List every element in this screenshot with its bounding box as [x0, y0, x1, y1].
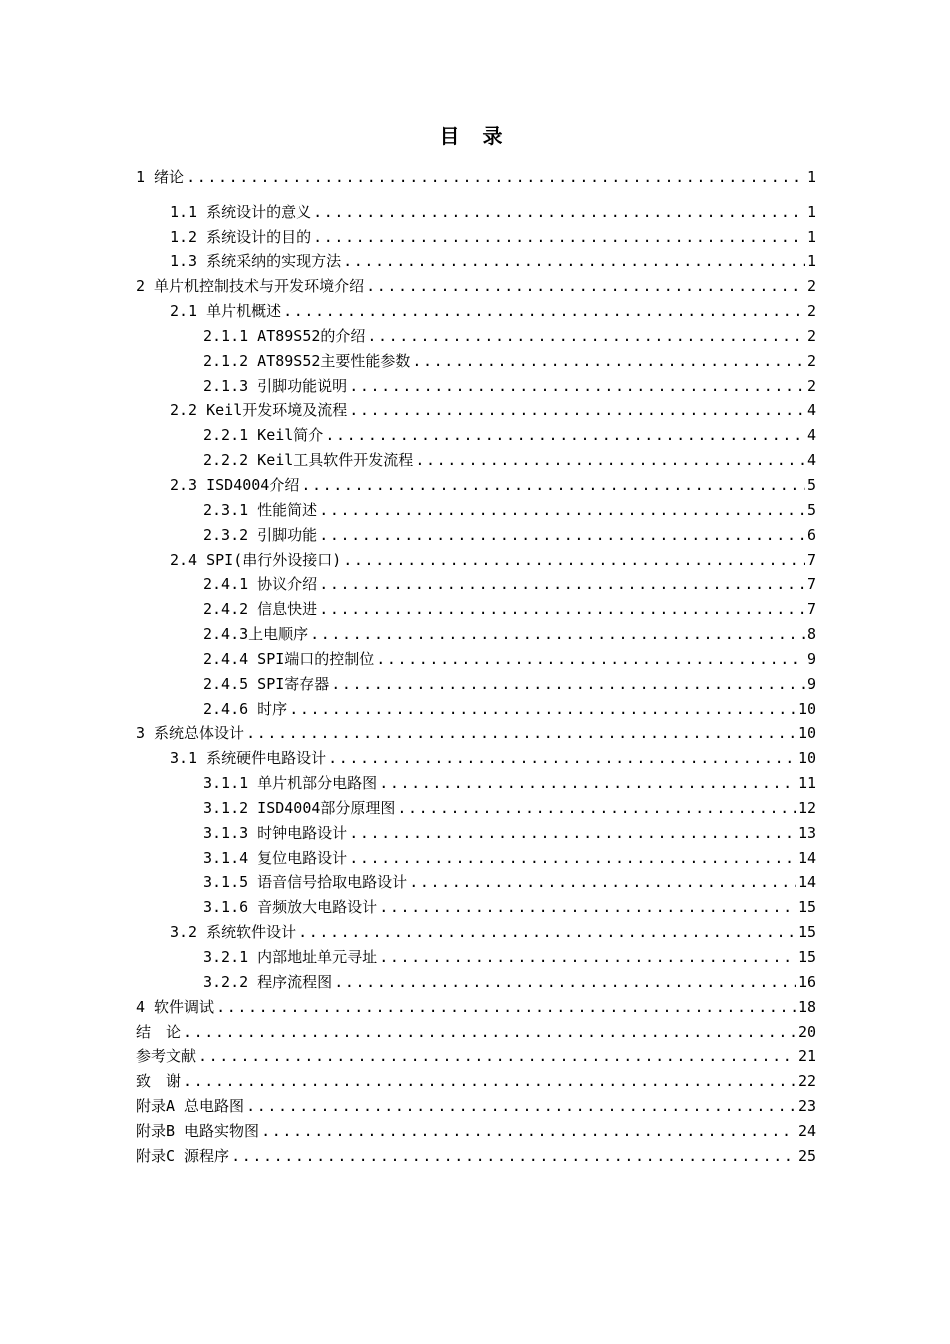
toc-entry-title: 2.1.1 AT89S52的介绍: [203, 326, 366, 345]
toc-entry[interactable]: [136, 843, 816, 868]
toc-page-number: 7: [806, 550, 816, 569]
toc-dot-leader: [331, 674, 805, 694]
toc-page-number: 7: [806, 575, 816, 594]
toc-dot-leader: [198, 1046, 796, 1066]
toc-page-number: 2: [806, 351, 816, 370]
toc-page-number: 20: [797, 1022, 816, 1041]
toc-entry[interactable]: [136, 570, 816, 595]
toc-entry[interactable]: [136, 197, 816, 222]
toc-dot-leader: [186, 167, 805, 187]
toc-entry-title: 2.4 SPI(串行外设接口): [170, 550, 342, 569]
toc-entry[interactable]: [136, 644, 816, 669]
toc-entry-title: 3 系统总体设计: [136, 724, 245, 743]
toc-entry-title: 3.1.6 音频放大电路设计: [203, 898, 378, 917]
toc-page-number: 10: [797, 749, 816, 768]
toc-dot-leader: [328, 748, 796, 768]
toc-entry[interactable]: [136, 719, 816, 744]
toc-page-number: 14: [797, 848, 816, 867]
toc-page-number: 9: [806, 674, 816, 693]
toc-entry[interactable]: [136, 1141, 816, 1166]
toc-entry-title: 2 单片机控制技术与开发环境介绍: [136, 277, 365, 296]
toc-entry-title: 4 软件调试: [136, 997, 215, 1016]
toc-entry-title: 3.1 系统硬件电路设计: [170, 749, 327, 768]
toc-entry[interactable]: [136, 917, 816, 942]
toc-page-number: 1: [806, 202, 816, 221]
toc-entry[interactable]: [136, 768, 816, 793]
toc-dot-leader: [319, 599, 805, 619]
toc-entry[interactable]: [136, 1066, 816, 1091]
toc-page-number: 4: [806, 401, 816, 420]
toc-entry-title: 2.1.2 AT89S52主要性能参数: [203, 351, 411, 370]
toc-entry[interactable]: [136, 868, 816, 893]
toc-entry-title: 2.1.3 引脚功能说明: [203, 376, 348, 395]
toc-entry[interactable]: [136, 992, 816, 1017]
toc-title: 目 录: [439, 124, 511, 148]
toc-entry[interactable]: [136, 420, 816, 445]
toc-page-number: 5: [806, 475, 816, 494]
toc-dot-leader: [379, 897, 796, 917]
toc-entry[interactable]: [136, 247, 816, 272]
toc-dot-leader: [349, 376, 805, 396]
toc-entry-title: 2.2.1 Keil简介: [203, 426, 324, 445]
toc-entry-title: 2.2 Keil开发环境及流程: [170, 401, 348, 420]
toc-entry[interactable]: [136, 346, 816, 371]
toc-page-number: 16: [797, 972, 816, 991]
toc-dot-leader: [412, 351, 805, 371]
toc-dot-leader: [343, 550, 805, 570]
toc-entry[interactable]: [136, 1017, 816, 1042]
toc-dot-leader: [183, 1022, 796, 1042]
toc-dot-leader: [319, 574, 805, 594]
toc-dot-leader: [379, 947, 796, 967]
toc-page-number: 10: [797, 724, 816, 743]
toc-page-number: 8: [806, 625, 816, 644]
toc-entry[interactable]: [136, 743, 816, 768]
toc-page-number: 21: [797, 1047, 816, 1066]
toc-entry[interactable]: [136, 396, 816, 421]
toc-dot-leader: [183, 1071, 796, 1091]
toc-dot-leader: [246, 723, 796, 743]
toc-dot-leader: [397, 798, 796, 818]
toc-entry-title: 3.1.1 单片机部分电路图: [203, 774, 378, 793]
toc-dot-leader: [366, 276, 805, 296]
toc-dot-leader: [216, 997, 796, 1017]
toc-page-number: 23: [797, 1097, 816, 1116]
toc-entry[interactable]: [136, 321, 816, 346]
toc-entry-title: 2.4.2 信息快进: [203, 600, 318, 619]
toc-page-number: 24: [797, 1121, 816, 1140]
toc-entry-title: 附录C 源程序: [136, 1146, 230, 1165]
toc-entry-title: 1.1 系统设计的意义: [170, 202, 312, 221]
toc-entry-title: 2.4.4 SPI端口的控制位: [203, 649, 375, 668]
toc-entry-title: 附录B 电路实物图: [136, 1121, 260, 1140]
toc-entry[interactable]: [136, 619, 816, 644]
toc-page-number: 15: [797, 923, 816, 942]
toc-entry[interactable]: [136, 495, 816, 520]
toc-page-number: 2: [806, 326, 816, 345]
toc-entry-title: 2.3.2 引脚功能: [203, 525, 318, 544]
toc-entry-title: 3.1.2 ISD4004部分原理图: [203, 798, 396, 817]
toc-entry[interactable]: [136, 162, 816, 187]
toc-entry[interactable]: [136, 222, 816, 247]
toc-entry[interactable]: [136, 818, 816, 843]
toc-entry[interactable]: [136, 1116, 816, 1141]
toc-entry-title: 1.2 系统设计的目的: [170, 227, 312, 246]
toc-dot-leader: [319, 525, 805, 545]
toc-dot-leader: [349, 400, 805, 420]
toc-entry[interactable]: [136, 470, 816, 495]
toc-entry-title: 结 论: [136, 1022, 182, 1041]
toc-entry[interactable]: [136, 1042, 816, 1067]
toc-list: [136, 162, 816, 1166]
toc-entry[interactable]: [136, 793, 816, 818]
toc-page-number: 1: [806, 227, 816, 246]
toc-entry[interactable]: [136, 296, 816, 321]
toc-entry-title: 2.3 ISD4004介绍: [170, 475, 300, 494]
toc-entry-title: 参考文献: [136, 1047, 197, 1066]
toc-entry[interactable]: [136, 1091, 816, 1116]
toc-entry-title: 3.2.2 程序流程图: [203, 972, 333, 991]
toc-page-number: 9: [806, 649, 816, 668]
toc-page-number: 15: [797, 948, 816, 966]
toc-dot-leader: [313, 202, 805, 222]
toc-page-number: 7: [806, 600, 816, 619]
toc-dot-leader: [246, 1096, 796, 1116]
toc-dot-leader: [313, 227, 805, 247]
toc-page-number: 5: [806, 500, 816, 519]
toc-page-number: 25: [797, 1146, 816, 1165]
toc-entry[interactable]: [136, 967, 816, 992]
toc-page-number: 12: [797, 798, 816, 817]
toc-entry-title: 3.1.4 复位电路设计: [203, 848, 348, 867]
toc-entry-title: 2.4.1 协议介绍: [203, 575, 318, 594]
toc-dot-leader: [379, 773, 796, 793]
toc-entry[interactable]: [136, 594, 816, 619]
toc-entry[interactable]: [136, 445, 816, 470]
toc-entry-title: 2.4.6 时序: [203, 699, 288, 718]
toc-entry[interactable]: [136, 545, 816, 570]
toc-entry-title: 2.1 单片机概述: [170, 302, 282, 321]
toc-entry-title: 2.3.1 性能简述: [203, 500, 318, 519]
toc-entry[interactable]: [136, 892, 816, 917]
toc-dot-leader: [261, 1121, 796, 1141]
toc-page-number: 18: [797, 997, 816, 1016]
toc-entry-title: 3.1.5 语音信号拾取电路设计: [203, 873, 408, 892]
toc-page-number: 1: [806, 167, 816, 186]
toc-page-number: 13: [797, 823, 816, 842]
toc-page-number: 4: [806, 451, 816, 470]
toc-entry-title: 2.4.5 SPI寄存器: [203, 674, 330, 693]
toc-entry[interactable]: [136, 371, 816, 396]
toc-page-number: 11: [797, 774, 816, 793]
toc-dot-leader: [349, 823, 796, 843]
toc-entry-title: 2.4.3上电顺序: [203, 625, 309, 644]
toc-entry-title: 3.2.1 内部地址单元寻址: [203, 948, 378, 966]
toc-dot-leader: [298, 922, 796, 942]
toc-dot-leader: [409, 872, 796, 892]
toc-dot-leader: [310, 624, 805, 644]
toc-page-number: 2: [806, 302, 816, 321]
toc-dot-leader: [334, 972, 796, 992]
toc-entry-title: 致 谢: [136, 1072, 182, 1091]
toc-dot-leader: [349, 848, 796, 868]
toc-entry[interactable]: [136, 520, 816, 545]
toc-entry[interactable]: [136, 271, 816, 296]
toc-entry-title: 3.2 系统软件设计: [170, 923, 297, 942]
toc-dot-leader: [301, 475, 805, 495]
toc-page-number: 6: [806, 525, 816, 544]
toc-entry-title: 附录A 总电路图: [136, 1097, 245, 1116]
toc-entry-title: 1 绪论: [136, 167, 185, 186]
toc-page-number: 22: [797, 1072, 816, 1091]
toc-dot-leader: [231, 1146, 796, 1166]
toc-dot-leader: [343, 251, 805, 271]
toc-page-number: 2: [806, 376, 816, 395]
toc-entry[interactable]: [136, 942, 816, 967]
toc-page-number: 14: [797, 873, 816, 892]
toc-entry-title: 1.3 系统采纳的实现方法: [170, 252, 342, 271]
toc-page-number: 10: [797, 699, 816, 718]
toc-dot-leader: [415, 450, 805, 470]
toc-page-number: 2: [806, 277, 816, 296]
toc-page-number: 15: [797, 898, 816, 917]
toc-dot-leader: [367, 326, 805, 346]
toc-entry[interactable]: [136, 694, 816, 719]
toc-entry[interactable]: [136, 669, 816, 694]
toc-dot-leader: [283, 301, 805, 321]
toc-page-number: 4: [806, 426, 816, 445]
toc-dot-leader: [376, 649, 805, 669]
toc-dot-leader: [325, 425, 805, 445]
toc-entry-title: 2.2.2 Keil工具软件开发流程: [203, 451, 414, 470]
toc-dot-leader: [289, 699, 796, 719]
toc-page-number: 1: [806, 252, 816, 271]
toc-entry-title: 3.1.3 时钟电路设计: [203, 823, 348, 842]
toc-dot-leader: [319, 500, 805, 520]
